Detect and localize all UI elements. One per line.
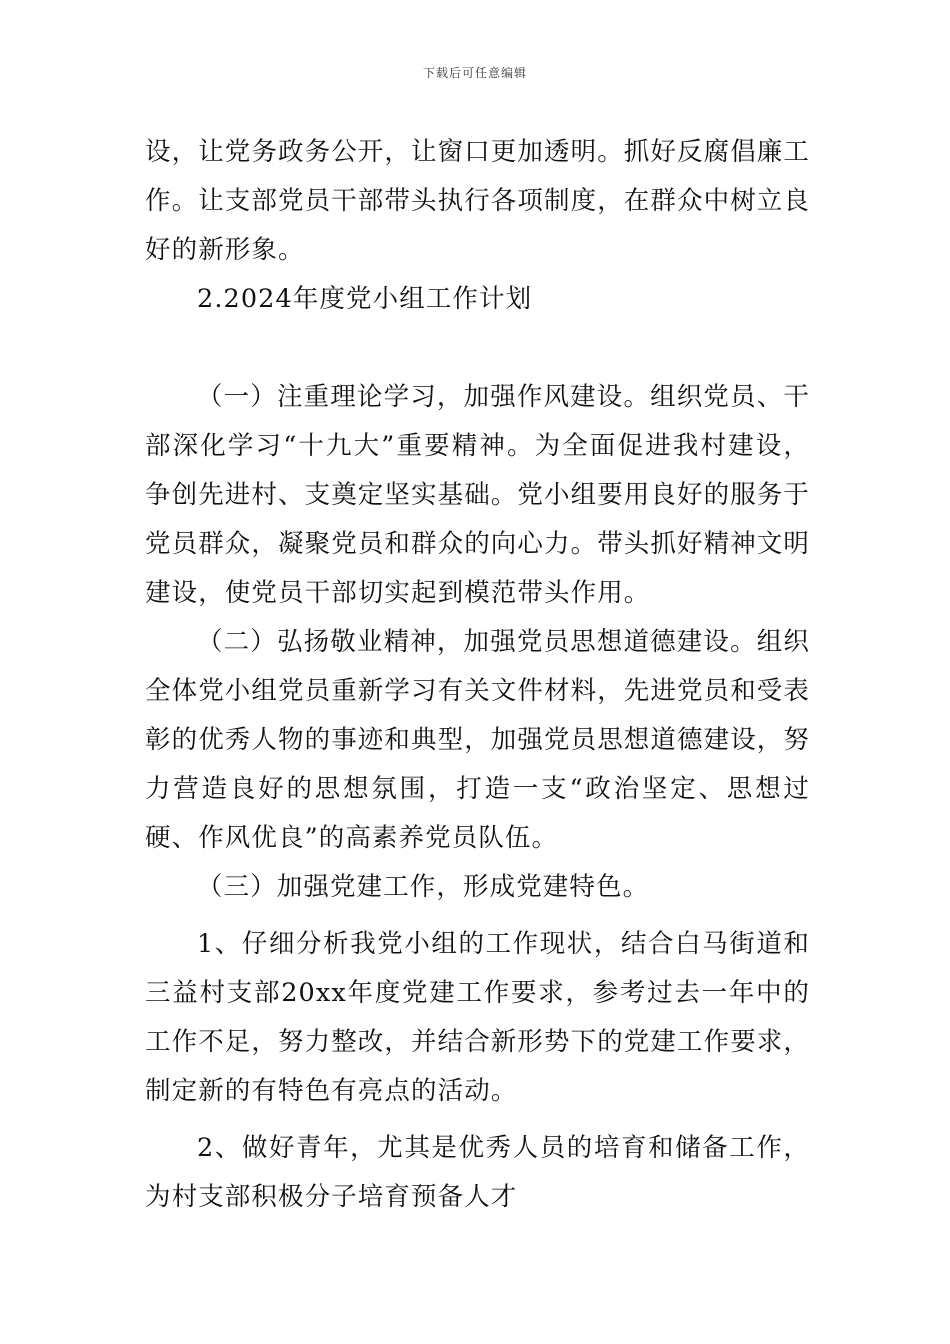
section-heading: 2.2024年度党小组工作计划 (197, 284, 533, 314)
paragraph-continuation: 设，让党务政务公开，让窗口更加透明。抓好反腐倡廉工作。让支部党员干部带头执行各项制度，在群众中树立良好的新形象。 (145, 137, 811, 265)
paragraph-subitem-2: 2、做好青年，尤其是优秀人员的培育和储备工作，为村支部积极分子培育预备人才 (145, 1133, 810, 1212)
document-body (145, 128, 810, 1222)
paragraph-item-1: （一）注重理论学习，加强作风建设。组织党员、干部深化学习“十九大”重要精神。为全面促进我村建设，争创先进村、支奠定坚实基础。党小组要用良好的服务于党员群众，凝聚党员和群众的向心力。带头抓好精神文明建设，使党员干部切实起到模范带头作用。 (145, 382, 811, 608)
paragraph-item-2: （二）弘扬敬业精神，加强党员思想道德建设。组织全体党小组党员重新学习有关文件材料，先进党员和受表彰的优秀人物的事迹和典型，加强党员思想道德建设，努力营造良好的思想氛围，打造一支“政治坚定、思想过硬、作风优良”的高素养党员队伍。 (145, 627, 811, 853)
page-header: 下载后可任意编辑 (422, 66, 527, 80)
paragraph-item-3: （三）加强党建工作，形成党建特色。 (197, 872, 650, 902)
paragraph-subitem-1: 1、仔细分析我党小组的工作现状，结合白马街道和三益村支部20xx年度党建工作要求，参考过去一年中的工作不足，努力整改，并结合新形势下的党建工作要求，制定新的有特色有亮点的活动。 (145, 929, 811, 1106)
